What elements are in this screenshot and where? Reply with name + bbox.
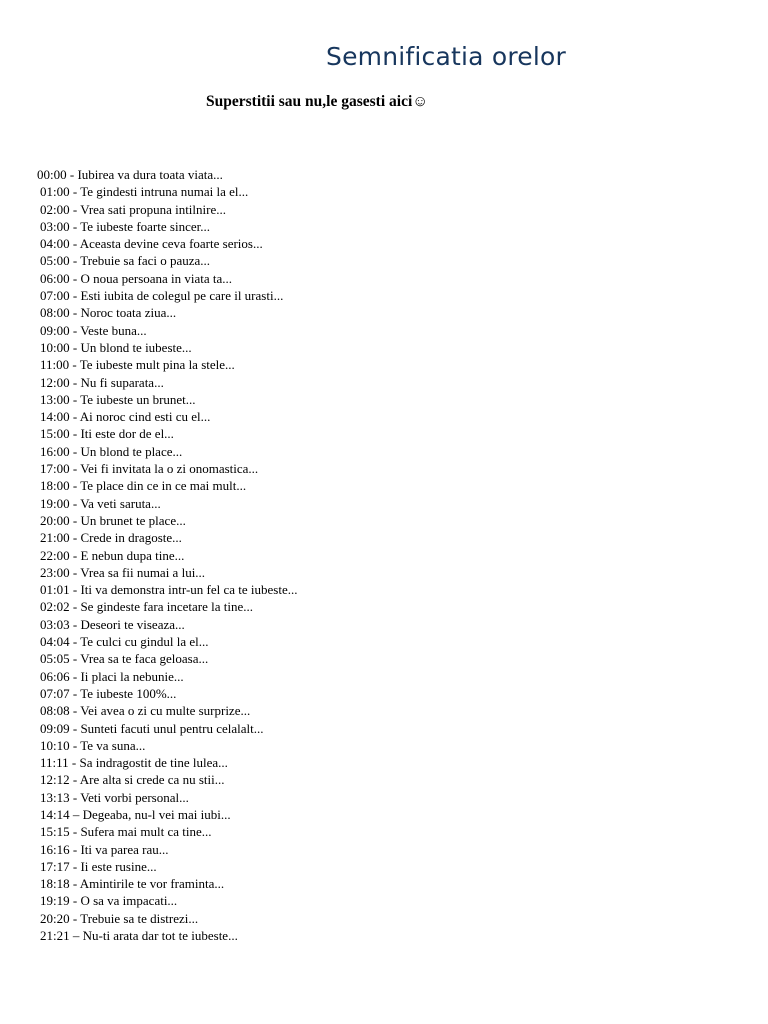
list-item: 20:00 - Un brunet te place... [40,512,186,528]
list-item: 05:00 - Trebuie sa faci o pauza... [40,253,211,269]
list-item: 20:20 - Trebuie sa te distrezi... [40,910,199,926]
list-item: 23:00 - Vrea sa fii numai a lui... [40,564,206,580]
hour-meaning-list [37,166,298,944]
list-item: 18:18 - Amintirile te vor framinta... [40,876,225,892]
list-item: 03:03 - Deseori te viseaza... [40,616,185,632]
list-item: 15:00 - Iti este dor de el... [40,426,174,442]
list-item: 15:15 - Sufera mai mult ca tine... [40,824,212,840]
list-item: 14:00 - Ai noroc cind esti cu el... [40,409,211,425]
list-item: 08:08 - Vei avea o zi cu multe surprize... [40,703,251,719]
document-subtitle: Superstitii sau nu,le gasesti aici☺ [206,93,429,110]
list-item: 11:11 - Sa indragostit de tine lulea... [40,755,228,771]
list-item: 07:07 - Te iubeste 100%... [40,685,177,701]
list-item: 10:10 - Te va suna... [40,737,146,753]
list-item: 04:00 - Aceasta devine ceva foarte serios... [40,236,263,252]
list-item: 06:00 - O noua persoana in viata ta... [40,270,233,286]
list-item: 02:02 - Se gindeste fara incetare la tine... [40,599,253,615]
list-item: 17:17 - Ii este rusine... [40,858,157,874]
document-title: Semnificatia orelor [326,42,566,71]
list-item: 02:00 - Vrea sati propuna intilnire... [40,201,226,217]
list-item: 01:01 - Iti va demonstra intr-un fel ca te iubeste... [40,582,298,598]
list-item: 22:00 - E nebun dupa tine... [40,547,185,563]
list-item: 00:00 - Iubirea va dura toata viata... [37,167,223,182]
list-item: 09:09 - Sunteti facuti unul pentru celalalt... [40,720,264,736]
list-item: 03:00 - Te iubeste foarte sincer... [40,218,210,234]
list-item: 07:00 - Esti iubita de colegul pe care il urasti... [40,288,284,304]
list-item: 04:04 - Te culci cu gindul la el... [40,634,209,650]
list-item: 19:19 - O sa va impacati... [40,893,178,909]
list-item: 01:00 - Te gindesti intruna numai la el... [40,184,249,200]
list-item: 12:12 - Are alta si crede ca nu stii... [40,772,225,788]
list-item: 13:13 - Veti vorbi personal... [40,789,189,805]
list-item: 08:00 - Noroc toata ziua... [40,305,177,321]
list-item: 16:00 - Un blond te place... [40,443,183,459]
list-item: 19:00 - Va veti saruta... [40,495,161,511]
list-item: 10:00 - Un blond te iubeste... [40,339,192,355]
list-item: 06:06 - Ii placi la nebunie... [40,668,184,684]
list-item: 16:16 - Iti va parea rau... [40,841,169,857]
list-item: 05:05 - Vrea sa te faca geloasa... [40,651,209,667]
list-item: 09:00 - Veste buna... [40,322,147,338]
list-item: 11:00 - Te iubeste mult pina la stele... [40,357,235,373]
list-item: 21:00 - Crede in dragoste... [40,530,182,546]
list-item: 17:00 - Vei fi invitata la o zi onomastica... [40,461,259,477]
list-item: 21:21 – Nu-ti arata dar tot te iubeste... [40,928,238,944]
list-item: 13:00 - Te iubeste un brunet... [40,391,196,407]
list-item: 18:00 - Te place din ce in ce mai mult... [40,478,247,494]
list-item: 14:14 – Degeaba, nu-l vei mai iubi... [40,806,231,822]
list-item: 12:00 - Nu fi suparata... [40,374,164,390]
